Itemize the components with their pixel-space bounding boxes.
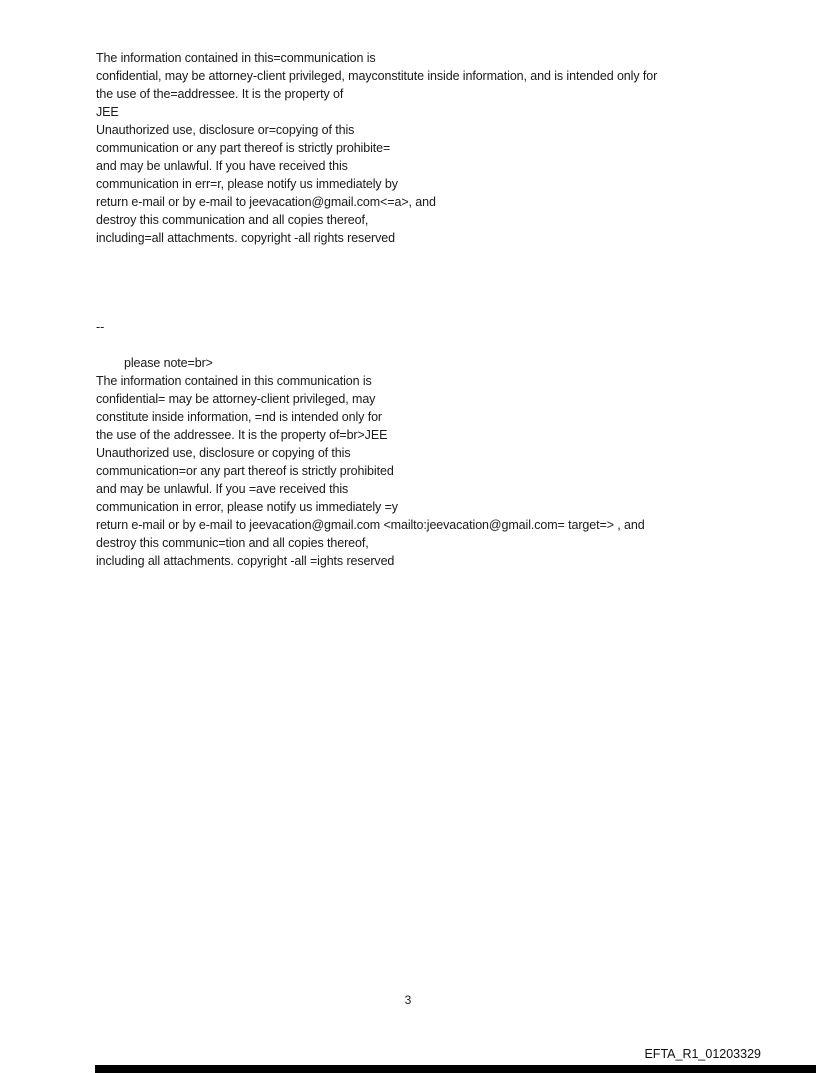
footer-black-bar <box>95 1065 816 1073</box>
text-line: The information contained in this communication is <box>96 374 372 388</box>
text-line: confidential, may be attorney-client privileged, mayconstitute inside information, and is intended only for <box>96 69 658 83</box>
text-line: and may be unlawful. If you =ave received this <box>96 482 349 496</box>
text-line: destroy this communic=tion and all copies thereof, <box>96 536 369 550</box>
text-line: constitute inside information, =nd is intended only for <box>96 410 382 424</box>
text-line: the use of the addressee. It is the property of=br>JEE <box>96 428 388 442</box>
signature-separator: -- <box>96 320 105 334</box>
text-line: communication in error, please notify us immediately =y <box>96 500 398 514</box>
text-line: The information contained in this=communication is <box>96 51 376 65</box>
text-line: Unauthorized use, disclosure or=copying of this <box>96 123 355 137</box>
please-note-line: please note=br> <box>124 356 213 370</box>
text-line: destroy this communication and all copies thereof, <box>96 213 369 227</box>
text-line: including all attachments. copyright -all =ights reserved <box>96 554 395 568</box>
bates-number: EFTA_R1_01203329 <box>644 1047 761 1061</box>
text-line: JEE <box>96 105 119 119</box>
text-line: communication=or any part thereof is strictly prohibited <box>96 464 394 478</box>
page-number: 3 <box>404 993 412 1007</box>
text-line: return e-mail or by e-mail to jeevacation@gmail.com<=a>, and <box>96 195 436 209</box>
text-line: Unauthorized use, disclosure or copying of this <box>96 446 351 460</box>
text-line: return e-mail or by e-mail to jeevacation@gmail.com <mailto:jeevacation@gmail.com= target=> , and <box>96 518 645 532</box>
text-line: and may be unlawful. If you have received this <box>96 159 348 173</box>
disclaimer-block-2 <box>96 354 786 570</box>
disclaimer-block-1 <box>96 49 786 247</box>
text-line: confidential= may be attorney-client privileged, may <box>96 392 376 406</box>
email-disclaimer-content <box>96 49 786 570</box>
text-line: the use of the=addressee. It is the property of <box>96 87 344 101</box>
text-line: including=all attachments. copyright -all rights reserved <box>96 231 395 245</box>
text-line: communication in err=r, please notify us immediately by <box>96 177 398 191</box>
text-line: communication or any part thereof is strictly prohibite= <box>96 141 391 155</box>
